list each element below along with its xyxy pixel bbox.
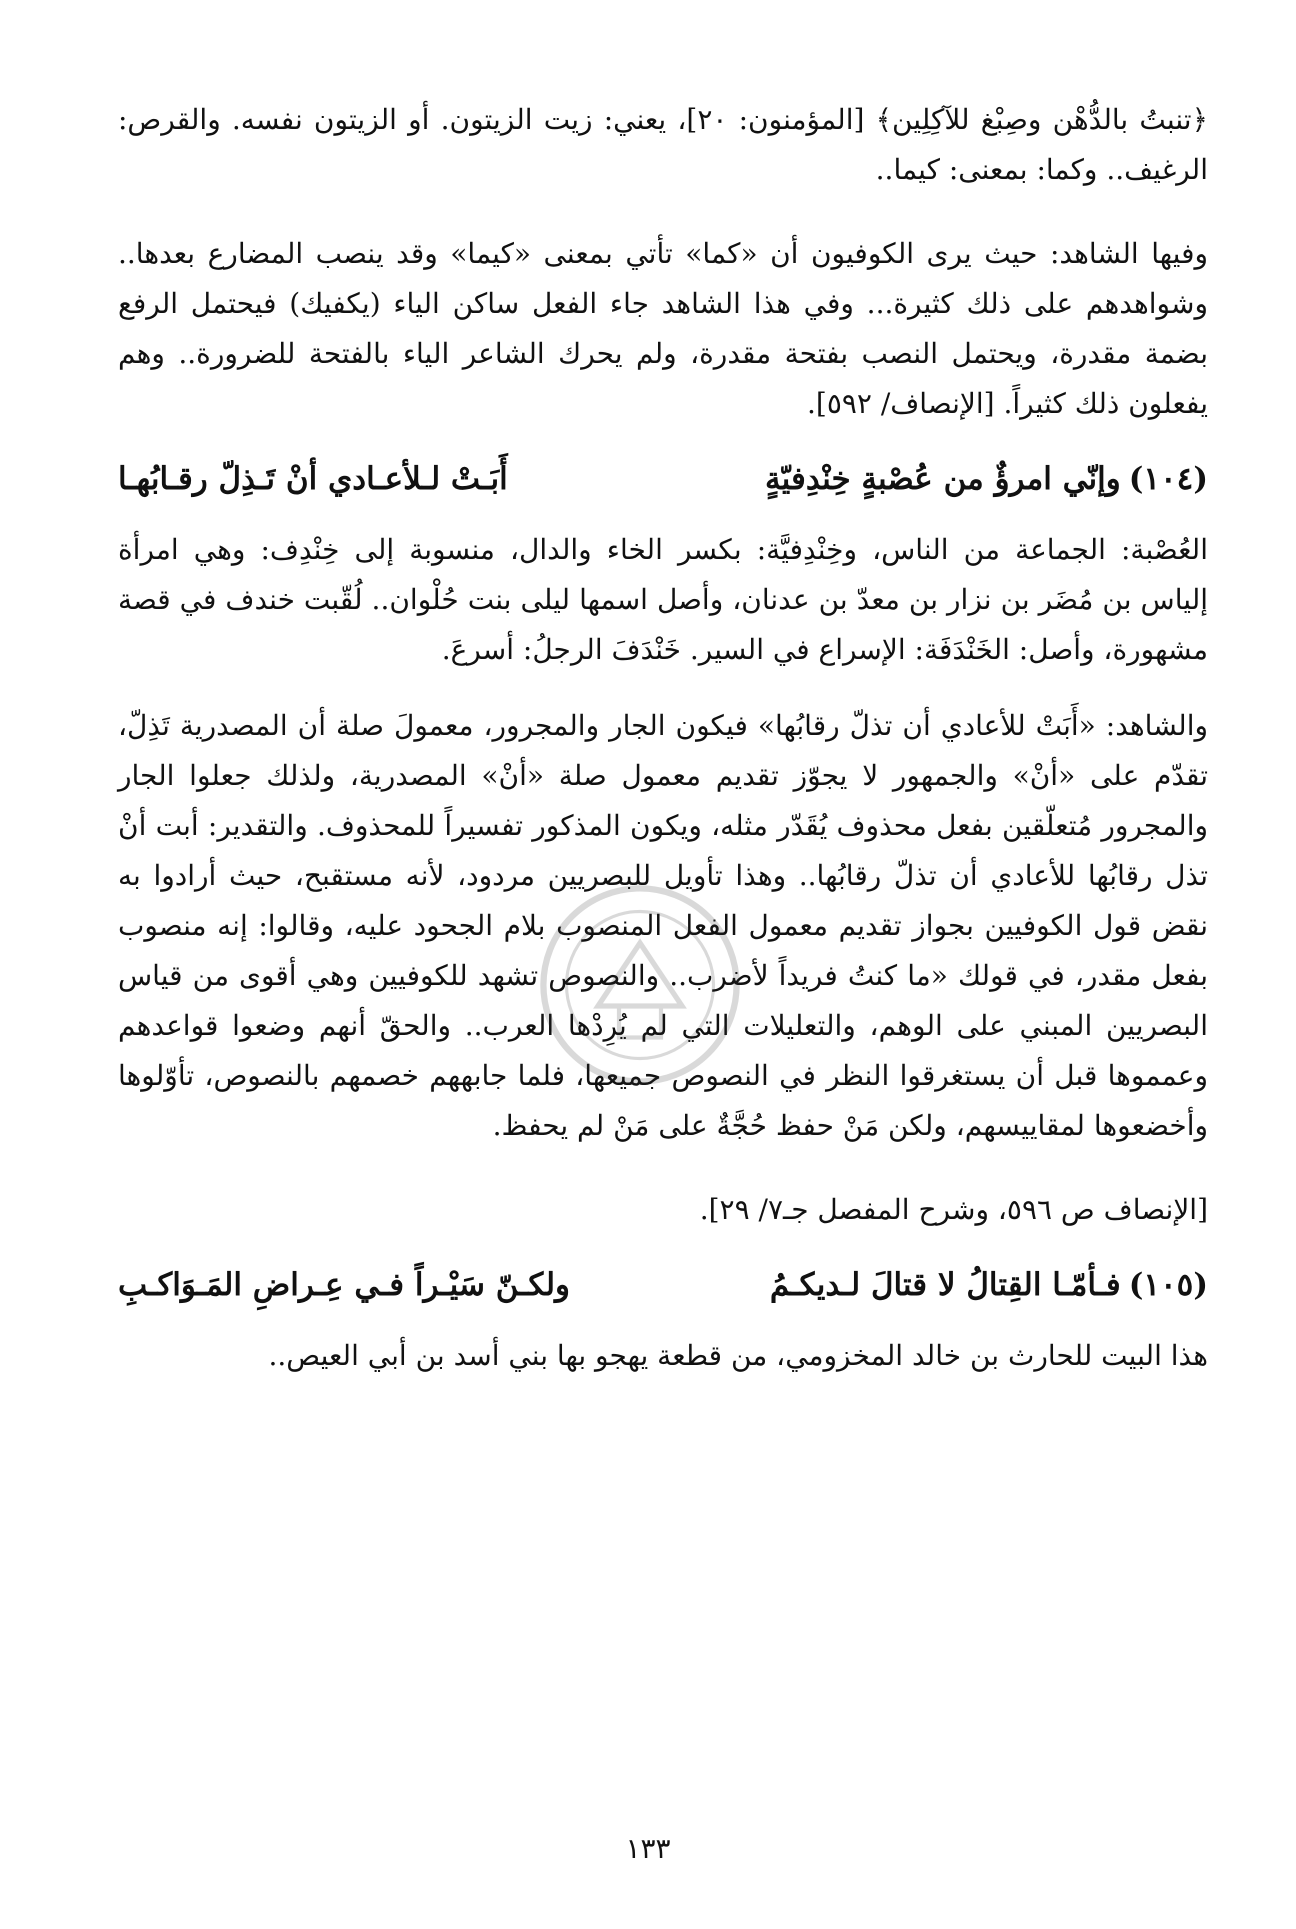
page-number: ١٣٣ <box>625 1832 671 1865</box>
verse-104-first-text: وإنّي امرؤٌ من عُصْبةٍ خِنْدِفيّةٍ <box>765 461 1121 497</box>
paragraph-reference: [الإنصاف ص ٥٩٦، وشرح المفصل جـ٧/ ٢٩]. <box>699 1193 1208 1226</box>
watermark-seal-icon <box>535 880 745 1090</box>
verse-105 <box>118 1257 1208 1313</box>
verse-105-number: (١٠٥) <box>1128 1267 1208 1303</box>
verse-104-second-hemistich: أَبَـتْ لـلأعـادي أنْ تَـذِلّ رقـابُهـا <box>118 461 508 497</box>
paragraph-shahid-analysis: والشاهد: «أَبَتْ للأعادي أن تذلّ رقابُها» فيكون الجار والمجرور، معمولَ صلة أن المصدرية تَذِلّ، تقدّم على «أنْ» والجمهور لا يجوّز تقديم معمول صلة «أنْ» المصدرية، ولذلك جعلوا الجار والمجرور مُتعلّقين بفعل محذوف يُقَدّر مثله، ويكون المذكور تفسيراً للمحذوف. والتقدير: أبت أنْ تذل رقابُها للأعادي أن تذلّ رقابُها.. وهذا تأويل للبصريين مردود، لأنه مستقبح، حيث أرادوا به نقض قول الكوفيين بجواز تقديم معمول الفعل المنصوب بلام الجحود عليه، وقالوا: إنه منصوب بفعل مقدر، في قولك «ما كنتُ فريداً لأضرب.. والنصوص تشهد للكوفيين وهي أقوى من قياس البصريين المبني على الوهم، والتعليلات التي لم يُرِدْها العرب.. والحقّ أنهم وضعوا قواعدهم وعمموها قبل أن يستغرقوا النظر في النصوص جميعها، فلما جابههم خصمهم بالنصوص، تأوّلوها وأخضعوها لمقاييسهم، ولكن مَنْ حفظ حُجَّةٌ على مَنْ لم يحفظ. <box>118 709 1209 1142</box>
verse-105-second-hemistich: ولكـنّ سَيْـراً فـي عِـراضِ المَـوَاكـبِ <box>118 1267 570 1303</box>
paragraph-usba-definition: العُصْبة: الجماعة من الناس، وخِنْدِفيَّة: بكسر الخاء والدال، منسوبة إلى خِنْدِف: وهي امرأة إلياس بن مُضَر بن نزار بن معدّ بن عدنان، وأصل اسمها ليلى بنت حُلْوان.. لُقّبت خندف في قصة مشهورة، وأصل: الخَنْدَفَة: الإسراع في السير. خَنْدَفَ الرجلُ: أسرعَ. <box>118 533 1208 666</box>
verse-105-first-hemistich <box>770 1257 1208 1313</box>
verse-104-number: (١٠٤) <box>1128 461 1208 497</box>
paragraph-kufan-evidence: وفيها الشاهد: حيث يرى الكوفيون أن «كما» تأتي بمعنى «كيما» وقد ينصب المضارع بعدها.. وشواهدهم على ذلك كثيرة... وفي هذا الشاهد جاء الفعل ساكن الياء (يكفيك) فيحتمل الرفع بضمة مقدرة، ويحتمل النصب بفتحة مقدرة، ولم يحرك الشاعر الياء بالفتحة للضرورة.. وهم يفعلون ذلك كثيراً. [الإنصاف/ ٥٩٢]. <box>118 237 1208 420</box>
paragraph-quran-citation: ﴿تنبتُ بالدُّهْن وصِبْغ للآكِلِين﴾ [المؤمنون: ٢٠]، يعني: زيت الزيتون. أو الزيتون نفسه. والقرص: الرغيف.. وكما: بمعنى: كيما.. <box>118 103 1208 186</box>
verse-104-first-hemistich <box>765 451 1208 507</box>
verse-104 <box>118 451 1208 507</box>
book-page <box>118 95 1208 1381</box>
verse-105-first-text: فـأمّـا القِتالُ لا قتالَ لـديكـمُ <box>769 1267 1121 1303</box>
paragraph-verse-attribution: هذا البيت للحارث بن خالد المخزومي، من قطعة يهجو بها بني أسد بن أبي العيص.. <box>268 1339 1208 1372</box>
